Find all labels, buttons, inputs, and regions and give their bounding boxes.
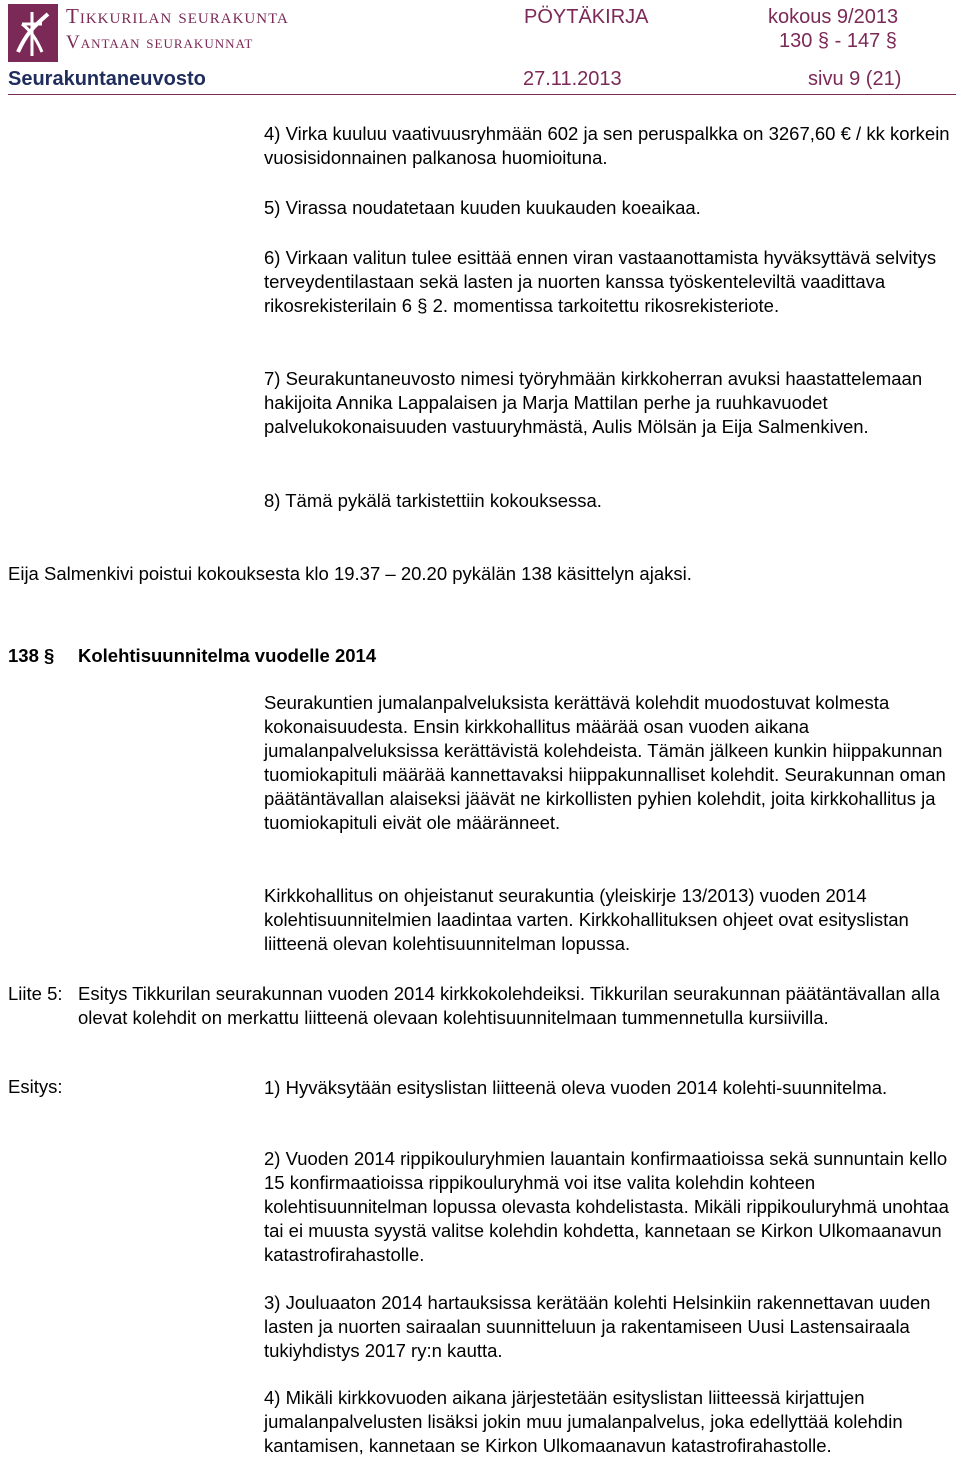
logo-union-name: Vantaan seurakunnat [66,32,254,53]
section-paragraph-2: Kirkkohallitus on ohjeistanut seurakuntia (yleiskirje 13/2013) vuoden 2014 kolehtisuunnitelmien laadintaa varten. Kirkkohallituksen ohjeet ovat esityslistan liitteenä olevan kolehtisuunnitelman lopussa. [264,885,909,954]
proposal-label: Esitys: [8,1076,63,1097]
attachment-label: Liite 5: [8,983,63,1004]
proposal-item-4: 4) Mikäli kirkkovuoden aikana järjestetään esityslistan liitteessä kirjattujen jumalanpalvelusten lisäksi jokin muu jumalanpalvelus, joka edellyttää kolehdin kantamisen, kannetaan se Kirkon Ulkomaanavun katastrofirahastolle. [264,1387,903,1456]
meeting-date: 27.11.2013 [523,68,622,90]
item-5-probation: 5) Virassa noudatetaan kuuden kuukauden koeaikaa. [264,197,701,218]
section-range: 130 § - 147 § [779,30,897,52]
church-logo-icon [8,4,58,62]
page-number: sivu 9 (21) [808,68,902,90]
proposal-item-1: 1) Hyväksytään esityslistan liitteenä oleva vuoden 2014 kolehti-suunnitelma. [264,1077,888,1098]
organization-name: Seurakuntaneuvosto [8,68,206,90]
document-type: PÖYTÄKIRJA [524,6,649,28]
section-number: 138 § [8,645,55,666]
header-divider [8,94,956,95]
item-6-health-check: 6) Virkaan valitun tulee esittää ennen viran vastaanottamista hyväksyttävä selvitys terveydentilastaan sekä lasten ja nuorten kanssa työskenteleviltä vaadittava rikosrekisterilain 6 § 2. momentissa tarkoitettu rikosrekisteriote. [264,247,937,316]
proposal-item-3: 3) Jouluaaton 2014 hartauksissa kerätään kolehti Helsinkiin rakennettavan uuden lasten ja nuorten sairaalan suunnitteluun ja rakentamiseen Uusi Lastensairaala tukiyhdistys 2017 ry:n kautta. [264,1292,931,1361]
item-7-working-group: 7) Seurakuntaneuvosto nimesi työryhmään kirkkoherran avuksi haastattelemaan hakijoita Annika Lappalaisen ja Marja Mattilan perhe ja ruuhkavuodet palvelukokonaisuuden vastuuryhmästä, Aulis Mölsän ja Eija Salmenkiven. [264,368,923,437]
logo-parish-name: Tikkurilan seurakunta [66,4,289,28]
item-8-checked: 8) Tämä pykälä tarkistettiin kokouksessa. [264,490,602,511]
section-title: Kolehtisuunnitelma vuodelle 2014 [78,645,377,666]
section-paragraph-1: Seurakuntien jumalanpalveluksista kerättävä kolehdit muodostuvat kolmesta kokonaisuudesta. Ensin kirkkohallitus määrää osan vuoden aikana jumalanpalveluksissa kerättävistä kolehdeista. Tämän jälkeen kunkin hiippakunnan tuomiokapituli määrää kannettavaksi hiippakunnalliset kolehdit. Seurakunnan oman päätäntävallan alaiseksi jäävät ne kirkollisten pyhien kolehdit, joita kirkkohallitus ja tuomiokapituli eivät ole määränneet. [264,692,946,833]
proposal-item-2: 2) Vuoden 2014 rippikouluryhmien lauantain konfirmaatioissa sekä sunnuntain kello 15 konfirmaatioissa rippikouluryhmä voi itse valita kolehdin kohteen kolehtisuunnitelman lopussa olevasta kohdelistasta. Mikäli rippikouluryhmä unohtaa tai ei muusta syystä valitse kolehdin kohdetta, kannetaan se Kirkon Ulkomaanavun katastrofirahastolle. [264,1148,949,1265]
absence-note: Eija Salmenkivi poistui kokouksesta klo 19.37 – 20.20 pykälän 138 käsittelyn ajaksi. [8,563,692,584]
meeting-number: kokous 9/2013 [768,6,899,28]
item-4-salary: 4) Virka kuuluu vaativuusryhmään 602 ja sen peruspalkka on 3267,60 € / kk korkein vuosisidonnainen palkanosa huomioituna. [264,123,950,168]
attachment-text: Esitys Tikkurilan seurakunnan vuoden 2014 kirkkokolehdeiksi. Tikkurilan seurakunnan päätäntävallan alla olevat kolehdit on merkattu liitteenä olevaan kolehtisuunnitelmaan tummennetulla kursiivilla. [78,983,940,1028]
